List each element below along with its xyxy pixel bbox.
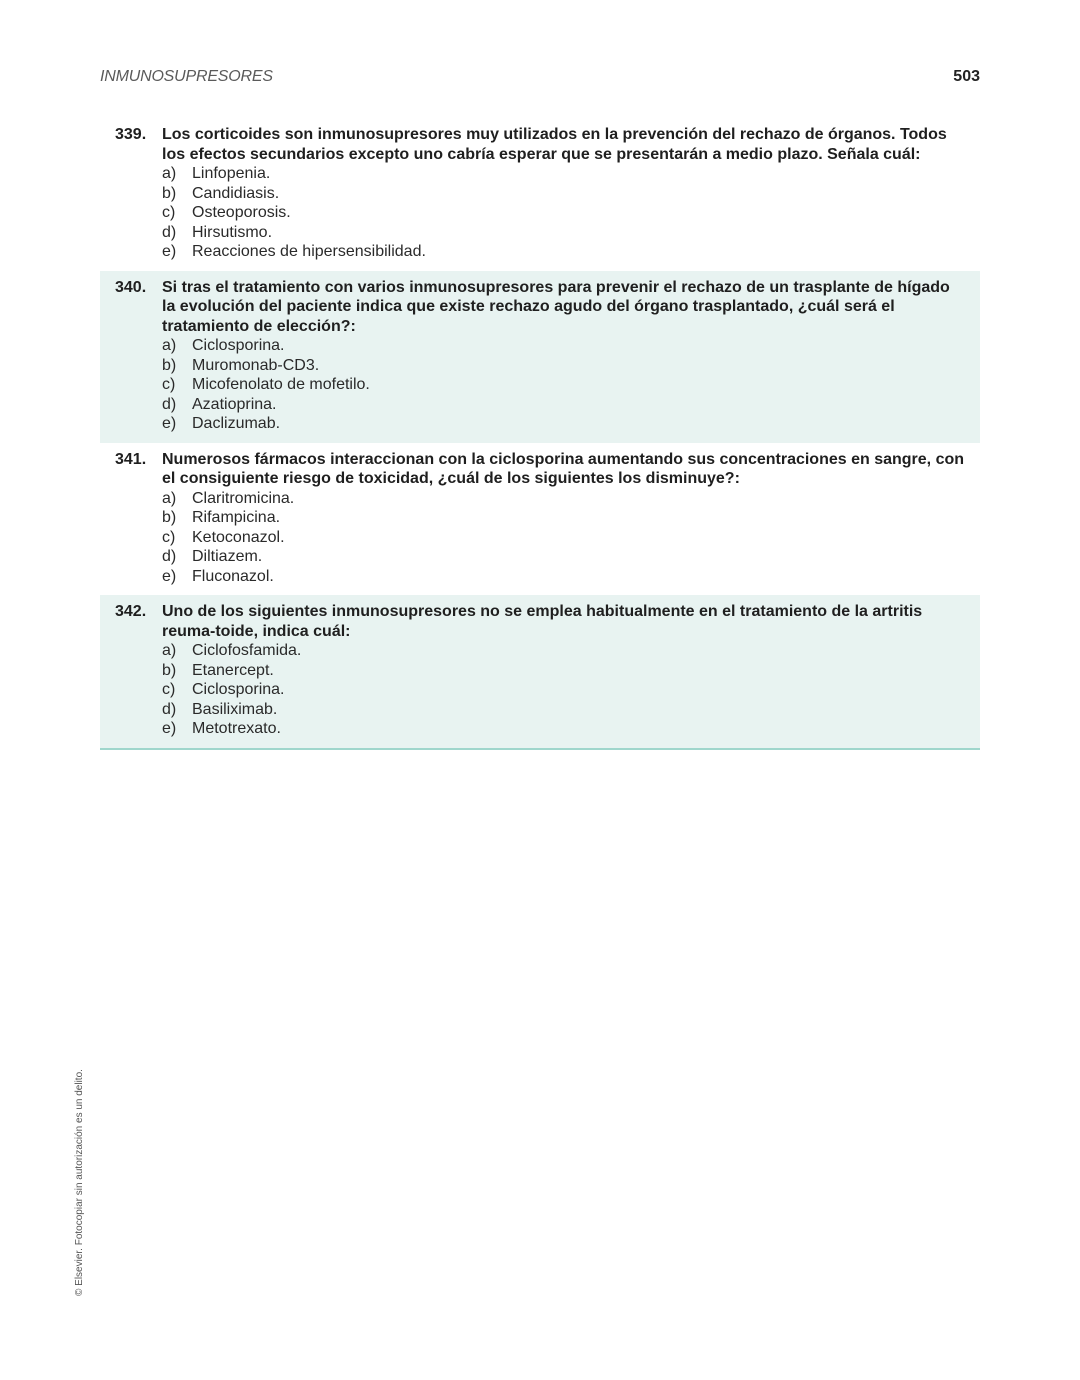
option-text: Metotrexato. xyxy=(192,720,281,737)
option-text: Candidiasis. xyxy=(192,184,280,202)
question-340 xyxy=(100,271,980,443)
option-text: Ciclofosfamida. xyxy=(192,642,302,659)
option-item xyxy=(162,719,965,739)
option-item xyxy=(162,508,965,528)
question-number: 342. xyxy=(115,603,147,620)
question-text: Los corticoides son inmunosupresores muy utilizados en la prevención del rechazo de órganos. Todos los efectos secundarios excepto uno cabría esperar que se presentarán a medio plazo. Señala cuál: xyxy=(162,126,947,163)
option-letter: b) xyxy=(162,661,177,679)
option-list xyxy=(162,336,965,434)
option-letter: b) xyxy=(162,184,177,202)
option-item xyxy=(162,395,965,415)
option-item xyxy=(162,164,965,184)
option-item xyxy=(162,680,965,700)
option-text: Reacciones de hipersensibilidad. xyxy=(192,243,426,260)
option-item xyxy=(162,414,965,434)
option-text: Linfopenia. xyxy=(192,165,271,182)
option-text: Rifampicina. xyxy=(192,509,281,526)
option-text: Daclizumab. xyxy=(192,415,281,432)
option-letter: e) xyxy=(162,720,177,737)
option-item xyxy=(162,375,965,395)
option-text: Diltiazem. xyxy=(192,548,263,565)
option-letter: a) xyxy=(162,489,177,507)
option-letter: d) xyxy=(162,700,177,718)
option-letter: e) xyxy=(162,415,177,432)
option-item xyxy=(162,567,965,587)
option-item xyxy=(162,336,965,356)
option-letter: b) xyxy=(162,509,177,526)
question-number: 339. xyxy=(115,126,147,143)
option-item xyxy=(162,661,965,681)
option-letter: a) xyxy=(162,337,177,354)
option-text: Etanercept. xyxy=(192,661,274,679)
option-item xyxy=(162,356,965,376)
option-letter: e) xyxy=(162,567,177,585)
option-item xyxy=(162,203,965,223)
option-letter: c) xyxy=(162,204,176,221)
option-letter: d) xyxy=(162,395,177,413)
copyright-notice: © Elsevier. Fotocopiar sin autorización es un delito. xyxy=(74,1069,85,1296)
option-item xyxy=(162,184,965,204)
option-list xyxy=(162,164,965,262)
option-text: Muromonab-CD3. xyxy=(192,356,320,374)
section-title: INMUNOSUPRESORES xyxy=(100,68,273,85)
option-letter: c) xyxy=(162,376,176,393)
option-letter: d) xyxy=(162,548,177,565)
question-341 xyxy=(100,443,980,596)
option-item xyxy=(162,489,965,509)
option-text: Azatioprina. xyxy=(192,395,277,413)
question-339 xyxy=(100,118,980,271)
option-item xyxy=(162,641,965,661)
question-text: Si tras el tratamiento con varios inmunosupresores para prevenir el rechazo de un trasplante de hígado la evolución del paciente indica que existe rechazo agudo del órgano trasplantado, ¿cuál será el tratamiento de elección?: xyxy=(162,278,950,335)
option-text: Ciclosporina. xyxy=(192,337,285,354)
option-item xyxy=(162,528,965,548)
option-list xyxy=(162,641,965,739)
option-text: Osteoporosis. xyxy=(192,204,291,221)
question-number: 341. xyxy=(115,450,147,468)
option-text: Fluconazol. xyxy=(192,567,274,585)
option-item xyxy=(162,547,965,567)
option-list xyxy=(162,489,965,587)
question-list xyxy=(100,118,980,750)
option-text: Ciclosporina. xyxy=(192,681,285,698)
option-item xyxy=(162,700,965,720)
option-letter: e) xyxy=(162,243,177,260)
option-text: Claritromicina. xyxy=(192,489,295,507)
question-text: Uno de los siguientes inmunosupresores no se emplea habitualmente en el tratamiento de la artritis reuma-toide, indica cuál: xyxy=(162,603,923,640)
page-number: 503 xyxy=(953,68,980,85)
option-letter: d) xyxy=(162,223,177,241)
page-header xyxy=(100,68,980,90)
option-item xyxy=(162,223,965,243)
option-letter: c) xyxy=(162,681,176,698)
option-text: Ketoconazol. xyxy=(192,528,285,546)
question-number: 340. xyxy=(115,278,147,296)
option-letter: b) xyxy=(162,356,177,374)
option-letter: c) xyxy=(162,528,176,546)
option-text: Basiliximab. xyxy=(192,700,278,718)
option-text: Hirsutismo. xyxy=(192,223,273,241)
option-letter: a) xyxy=(162,165,177,182)
option-text: Micofenolato de mofetilo. xyxy=(192,376,370,393)
option-item xyxy=(162,242,965,262)
option-letter: a) xyxy=(162,642,177,659)
question-342 xyxy=(100,595,980,750)
question-text: Numerosos fármacos interaccionan con la ciclosporina aumentando sus concentraciones en sangre, con el consiguiente riesgo de toxicidad, ¿cuál de los siguientes los disminuye?: xyxy=(162,450,965,487)
